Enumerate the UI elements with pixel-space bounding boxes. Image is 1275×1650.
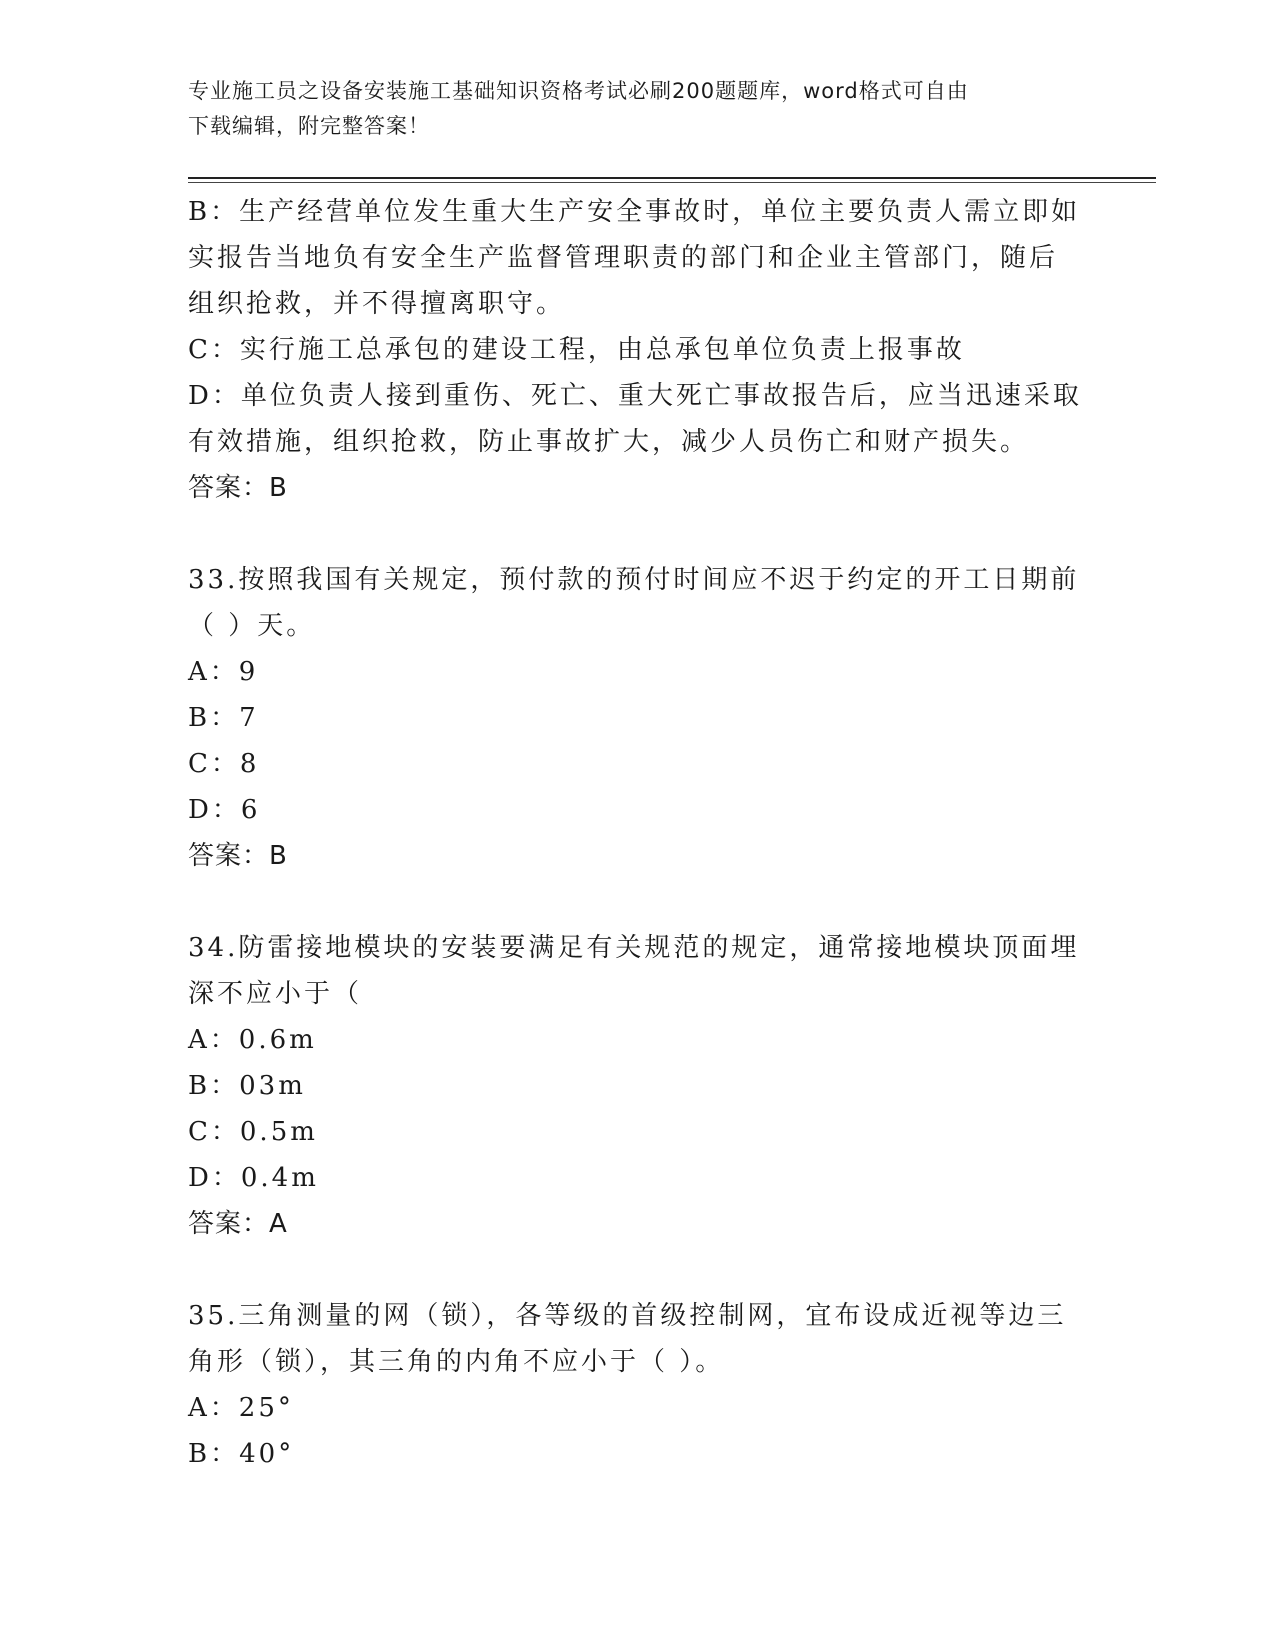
answer: 答案：B [188, 841, 288, 871]
option-d: D：6 [188, 795, 261, 825]
option-b: B：7 [188, 703, 259, 733]
option-c: C：8 [188, 749, 260, 779]
document-header [188, 74, 1078, 144]
header-divider-thick [188, 177, 1156, 179]
question-stem-line: 33.按照我国有关规定，预付款的预付时间应不迟于约定的开工日期前 [188, 565, 1080, 595]
option-d-line: 有效措施，组织抢救，防止事故扩大，减少人员伤亡和财产损失。 [188, 427, 1030, 457]
option-c: C：0.5m [188, 1117, 318, 1147]
question-stem-line: 角形（锁），其三角的内角不应小于（ ）。 [188, 1347, 725, 1377]
header-line-2: 下载编辑，附完整答案！ [188, 114, 430, 138]
option-a: A：0.6m [188, 1025, 317, 1055]
question-33 [188, 557, 1088, 879]
option-c: C：实行施工总承包的建设工程，由总承包单位负责上报事故 [188, 335, 965, 365]
option-a: A：25° [188, 1393, 294, 1423]
header-line-1: 专业施工员之设备安装施工基础知识资格考试必刷200题题库，word格式可自由 [188, 79, 969, 103]
question-35 [188, 1293, 1088, 1477]
option-b-line: 实报告当地负有安全生产监督管理职责的部门和企业主管部门，随后 [188, 243, 1059, 273]
answer: 答案：A [188, 1209, 288, 1239]
option-b-line: B：生产经营单位发生重大生产安全事故时，单位主要负责人需立即如 [188, 197, 1081, 227]
option-d: D：0.4m [188, 1163, 319, 1193]
option-b: B：40° [188, 1439, 295, 1469]
question-34 [188, 925, 1088, 1247]
question-stem-line: 35.三角测量的网（锁），各等级的首级控制网，宜布设成近视等边三 [188, 1301, 1067, 1331]
option-a: A：9 [188, 657, 259, 687]
question-stem-line: 深不应小于（ [188, 979, 363, 1009]
header-divider-thin [188, 182, 1156, 183]
option-b: B：03m [188, 1071, 306, 1101]
option-b-line: 组织抢救，并不得擅离职守。 [188, 289, 566, 319]
question-stem-line: （ ）天。 [188, 611, 316, 641]
answer: 答案：B [188, 473, 288, 503]
document-body [188, 189, 1088, 1477]
option-d-line: D：单位负责人接到重伤、死亡、重大死亡事故报告后，应当迅速采取 [188, 381, 1082, 411]
question-32-continuation [188, 189, 1088, 511]
question-stem-line: 34.防雷接地模块的安装要满足有关规范的规定，通常接地模块顶面埋 [188, 933, 1080, 963]
